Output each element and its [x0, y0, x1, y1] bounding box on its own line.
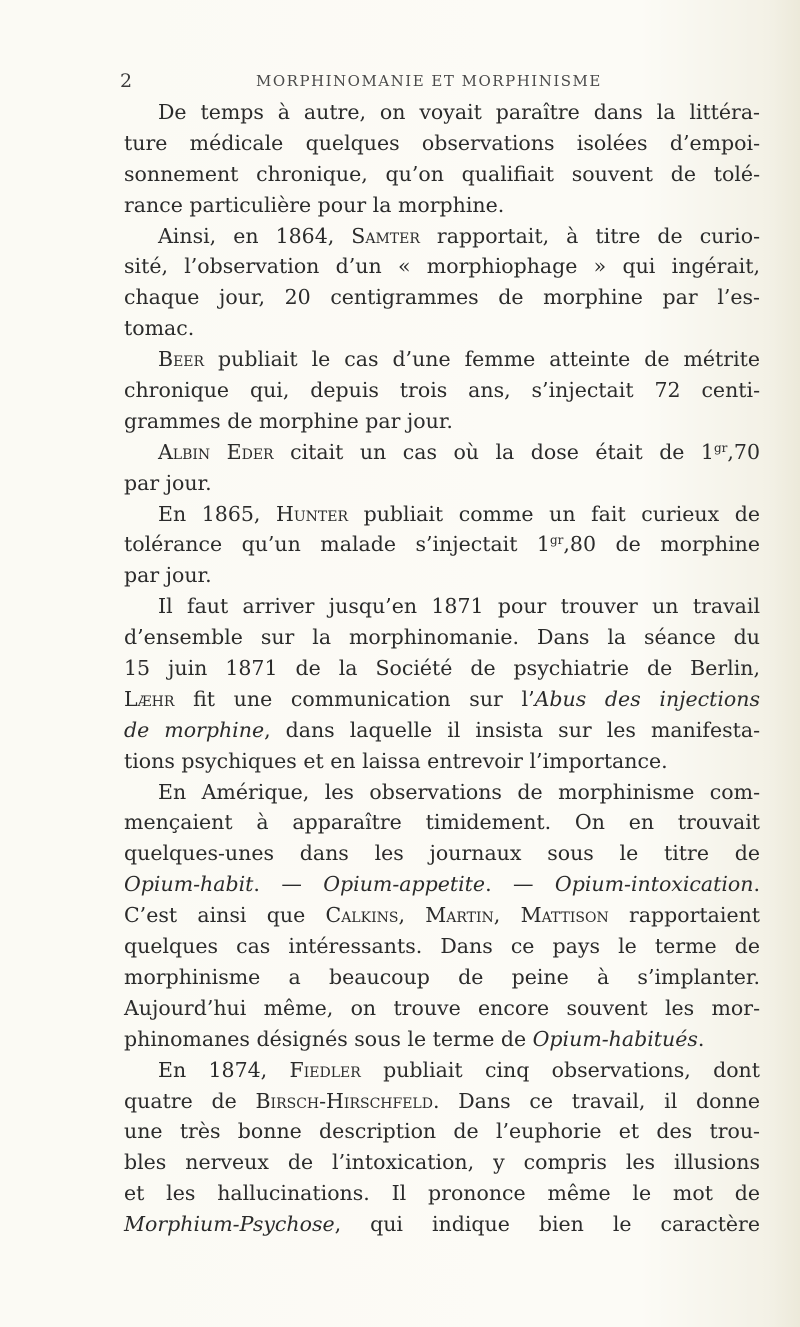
text-segment: et les hallucinations. Il prononce même le mot de	[124, 1181, 760, 1206]
superscript: gr	[549, 533, 564, 548]
author-name: Fiedler	[289, 1057, 361, 1082]
text-segment: sonnement chronique, qu’on qualifiait souvent de tolé-	[124, 161, 760, 186]
text-segment: phinomanes désignés sous le terme de	[124, 1026, 533, 1051]
italic-text: Opium-intoxication	[554, 872, 754, 897]
text-line	[124, 159, 760, 190]
text-line	[124, 251, 760, 282]
author-name: Albin Eder	[158, 439, 274, 464]
text-segment: quatre de	[124, 1088, 256, 1113]
text-segment: C’est ainsi que	[124, 903, 326, 928]
text-line	[124, 1116, 760, 1147]
text-line	[124, 653, 760, 684]
text-segment: une très bonne description de l’euphorie et des trou-	[124, 1119, 760, 1144]
text-segment: bles nerveux de l’intoxication, y compris les illusions	[124, 1150, 760, 1175]
author-name: Hunter	[275, 501, 349, 526]
paragraph	[124, 1055, 760, 1240]
text-line	[124, 313, 760, 344]
text-segment: . Dans ce travail, il donne	[432, 1088, 760, 1113]
text-segment: , dans laquelle il insista sur les manifesta-	[264, 717, 760, 742]
paragraph	[124, 97, 760, 221]
text-line	[124, 190, 760, 221]
text-line	[124, 406, 760, 437]
text-line	[124, 715, 760, 746]
text-line	[124, 993, 760, 1024]
text-line	[124, 962, 760, 993]
text-line	[124, 1178, 760, 1209]
superscript: gr	[713, 440, 728, 455]
text-segment: rapportaient	[608, 903, 761, 928]
text-segment: .	[697, 1026, 705, 1051]
text-segment: .	[753, 872, 760, 897]
text-segment: ,70	[727, 439, 760, 464]
paragraph	[124, 591, 760, 776]
text-segment: Il faut arriver jusqu’en 1871 pour trouver un travail	[158, 594, 760, 619]
text-segment: ture médicale quelques observations isolées d’empoi-	[124, 130, 760, 155]
text-segment: publiait cinq observations, dont	[360, 1057, 760, 1082]
text-segment: chronique qui, depuis trois ans, s’injectait 72 centi-	[124, 378, 760, 403]
italic-text: de morphine	[124, 717, 265, 742]
text-segment: , qui indique bien le caractère	[334, 1212, 760, 1237]
text-segment: Aujourd’hui même, on trouve encore souvent les mor-	[124, 995, 760, 1020]
author-name: Beer	[158, 347, 205, 372]
italic-text: Opium-habit	[124, 872, 254, 897]
text-segment: par jour.	[124, 470, 212, 495]
text-line	[124, 807, 760, 838]
author-name: Læhr	[124, 686, 175, 711]
text-line	[124, 746, 760, 777]
text-line	[124, 468, 760, 499]
text-segment: tolérance qu’un malade s’injectait 1	[124, 532, 550, 557]
text-line	[124, 591, 760, 622]
text-line	[124, 128, 760, 159]
italic-text: Opium-appetite	[323, 872, 486, 897]
text-line	[124, 869, 760, 900]
text-segment: . —	[485, 872, 555, 897]
paragraph	[124, 221, 760, 345]
text-segment: citait un cas où la dose était de 1	[273, 439, 714, 464]
text-line	[124, 97, 760, 128]
text-line	[124, 221, 760, 252]
text-segment: chaque jour, 20 centigrammes de morphine par l’es-	[124, 285, 760, 310]
text-line	[124, 560, 760, 591]
text-segment: tions psychiques et en laissa entrevoir l’importance.	[124, 748, 668, 773]
text-segment: En Amérique, les observations de morphinisme com-	[158, 779, 760, 804]
running-head: MORPHINOMANIE ET MORPHINISME	[256, 72, 602, 90]
text-line	[124, 529, 760, 560]
text-segment: quelques-unes dans les journaux sous le titre de	[124, 841, 760, 866]
text-segment: morphinisme a beaucoup de peine à s’implanter.	[124, 964, 760, 989]
italic-text: Morphium-Psychose	[124, 1212, 335, 1237]
text-segment: d’ensemble sur la morphinomanie. Dans la séance du	[124, 625, 760, 650]
author-name: Samter	[351, 223, 420, 248]
text-segment: sité, l’observation d’un « morphiophage » qui ingérait,	[124, 254, 760, 279]
page-number: 2	[120, 70, 133, 92]
text-line	[124, 838, 760, 869]
author-name: Birsch-Hirschfeld	[255, 1088, 433, 1113]
text-segment: De temps à autre, on voyait paraître dans la littéra-	[158, 100, 760, 124]
text-line	[124, 684, 760, 715]
text-segment: publiait le cas d’une femme atteinte de métrite	[204, 347, 760, 372]
text-segment: par jour.	[124, 563, 212, 588]
text-segment: 15 juin 1871 de la Société de psychiatrie de Berlin,	[124, 656, 760, 681]
text-segment: En 1874,	[158, 1057, 290, 1082]
text-line	[124, 777, 760, 808]
text-segment: grammes de morphine par jour.	[124, 408, 453, 433]
text-segment: . —	[253, 872, 324, 897]
text-segment: rapportait, à titre de curio-	[419, 223, 760, 248]
text-line	[124, 1024, 760, 1055]
text-line	[124, 1086, 760, 1117]
text-line	[124, 437, 760, 468]
text-segment: mençaient à apparaître timidement. On en trouvait	[124, 810, 760, 835]
page-header	[0, 70, 800, 94]
text-line	[124, 344, 760, 375]
text-segment: tomac.	[124, 316, 195, 341]
italic-text: Opium-habitués	[532, 1026, 698, 1051]
text-line	[124, 622, 760, 653]
paragraph	[124, 777, 760, 1055]
text-segment: ,80 de morphine	[563, 532, 760, 557]
text-line	[124, 1147, 760, 1178]
paragraph	[124, 437, 760, 499]
paragraph	[124, 499, 760, 592]
text-line	[124, 931, 760, 962]
text-segment: rance particulière pour la morphine.	[124, 192, 505, 217]
text-segment: fit une communication sur l’	[174, 686, 535, 711]
text-line	[124, 1055, 760, 1086]
text-line	[124, 375, 760, 406]
paragraph	[124, 344, 760, 437]
author-name: Calkins, Martin, Mattison	[325, 903, 609, 928]
text-segment: En 1865,	[158, 501, 276, 526]
text-line	[124, 900, 760, 931]
body-text	[124, 97, 760, 1240]
text-segment: publiait comme un fait curieux de	[348, 501, 760, 526]
italic-text: Abus des injections	[534, 686, 760, 711]
text-line	[124, 1209, 760, 1240]
text-segment: quelques cas intéressants. Dans ce pays le terme de	[124, 934, 760, 959]
text-line	[124, 282, 760, 313]
text-segment: Ainsi, en 1864,	[158, 223, 352, 248]
text-line	[124, 499, 760, 530]
